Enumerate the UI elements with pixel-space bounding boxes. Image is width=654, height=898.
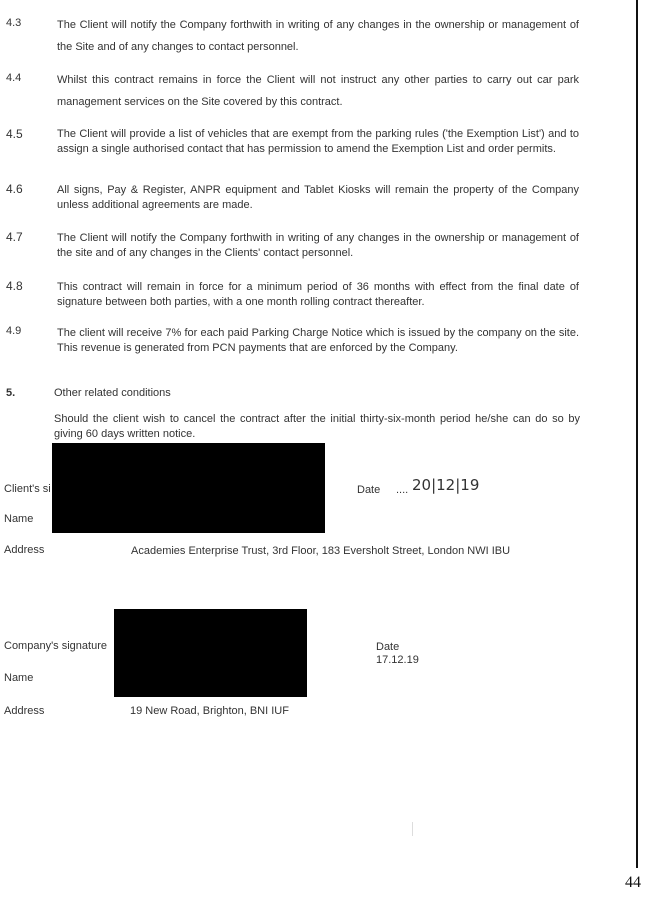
clause-text: The client will receive 7% for each paid Parking Charge Notice which is issued by the company on the site. This revenue is generated from PCN payments that are enforced by the Company.: [57, 327, 579, 354]
clause-text: The Client will notify the Company forthwith in writing of any changes in the ownership or management of the Site and of any changes to contact personnel.: [57, 19, 579, 53]
clause-number: 4.9: [6, 325, 22, 337]
company-name-label: Name: [4, 672, 34, 684]
clause-number: 4.3: [6, 17, 22, 29]
company-date-label: Date: [376, 641, 400, 653]
redaction-box: [114, 609, 307, 697]
clause-number: 4.8: [6, 279, 23, 293]
client-name-label: Name: [4, 513, 34, 525]
company-date-value: 17.12.19: [376, 654, 419, 666]
clause-text: This contract will remain in force for a minimum period of 36 months with effect from the final date of signature between both parties, with a one month rolling contract thereafter.: [57, 281, 579, 308]
section-text: Should the client wish to cancel the contract after the initial thirty-six-month period he/she can do so by giving 60 days written notice.: [54, 413, 580, 440]
clause-text: Whilst this contract remains in force the Client will not instruct any other parties to carry out car park management services on the Site covered by this contract.: [57, 74, 579, 108]
section-heading: Other related conditions: [54, 387, 171, 399]
client-address-value: Academies Enterprise Trust, 3rd Floor, 183 Eversholt Street, London NWI IBU: [131, 545, 511, 557]
client-signature-label: Client's si: [4, 483, 51, 495]
clause-text: The Client will notify the Company forthwith in writing of any changes in the ownership or management of the site and of any changes in the Clients' contact personnel.: [57, 232, 579, 259]
clause-text: All signs, Pay & Register, ANPR equipment and Tablet Kiosks will remain the property of the Company unless additional agreements are made.: [57, 184, 579, 211]
page-number: 44: [625, 874, 641, 891]
client-date-dots: ....: [396, 484, 409, 496]
client-date-handwritten: 20|12|19: [412, 476, 480, 494]
scan-mark: [412, 822, 413, 836]
clause-number: 4.7: [6, 230, 23, 244]
clause-number: 4.6: [6, 182, 23, 196]
company-address-value: 19 New Road, Brighton, BNI IUF: [130, 705, 289, 717]
company-signature-label: Company's signature: [4, 640, 107, 652]
page-edge-rule: [636, 0, 638, 868]
clause-text: The Client will provide a list of vehicles that are exempt from the parking rules ('the Exemption List') and to assign a single authorised contact that has permission to amend the Exemption List and order permits.: [57, 128, 579, 155]
clause-number: 4.4: [6, 72, 22, 84]
clause-number: 4.5: [6, 127, 23, 141]
client-address-label: Address: [4, 544, 45, 556]
client-date-label: Date: [357, 484, 381, 496]
company-address-label: Address: [4, 705, 45, 717]
section-number: 5.: [6, 387, 16, 399]
redaction-box: [52, 443, 325, 533]
